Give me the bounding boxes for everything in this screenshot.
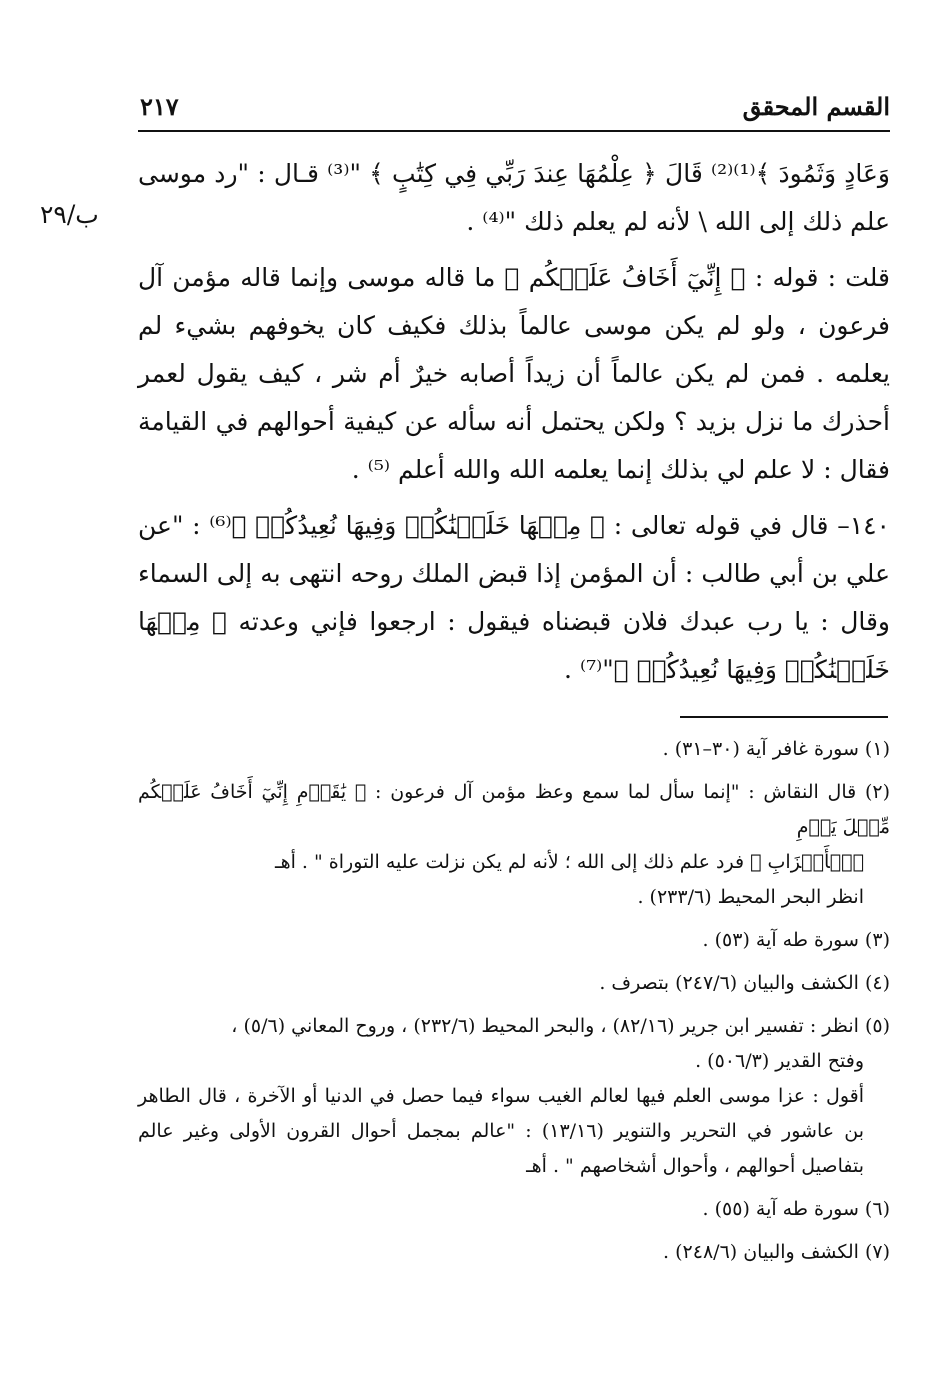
main-text xyxy=(138,150,890,694)
footnote-text: أقول : عزا موسى العلم فيها لعالم الغيب سواء فيما حصل في الدنيا أو الآخرة ، قال الطاهر بن عاشور في التحرير والتنوير (١٣/١٦) : "عالم بمجمل أحوال القرون الأولى وغير عالم بتفاصيل أحوالهم ، وأحوال أشخاصهم " . أهـ xyxy=(138,1085,864,1177)
footnote-text: (٧) الكشف والبيان (٢٤٨/٦) . xyxy=(663,1241,890,1263)
footnote-6 xyxy=(138,1192,890,1227)
header-rule xyxy=(138,130,890,132)
footnote-5 xyxy=(138,1009,890,1184)
footnote-separator xyxy=(680,716,888,718)
footnote-text: وفتح القدير (٥٠٦/٣) . xyxy=(695,1050,864,1072)
footnote-4 xyxy=(138,966,890,1001)
footnotes xyxy=(138,732,890,1278)
footnote-text: (٢) قال النقاش : "إنما سأل لما سمع وعظ مؤمن آل فرعون : ﴿ يَٰقَوۡمِ إِنِّيٓ أَخَافُ عَلَيۡكُم مِّثۡلَ يَوۡمِ xyxy=(138,781,890,838)
footnote-text: (١) سورة غافر آية (٣٠–٣١) . xyxy=(662,738,890,760)
footnote-2 xyxy=(138,775,890,915)
footnote-text: ٱلۡأَحۡزَابِ ﴾ فرد علم ذلك إلى الله ؛ لأنه لم يكن نزلت عليه التوراة " . أهـ xyxy=(275,851,864,873)
footnote-1 xyxy=(138,732,890,767)
footnote-text: (٦) سورة طه آية (٥٥) . xyxy=(702,1198,890,1220)
footnote-7 xyxy=(138,1235,890,1270)
manuscript-folio-marker: ب/٢٩ xyxy=(40,200,99,229)
page-header xyxy=(138,92,890,130)
paragraph-3: ١٤٠– قال في قوله تعالى : ﴿ مِنۡهَا خَلَقۡنَٰكُمۡ وَفِيهَا نُعِيدُكُمۡ ﴾⁽⁶⁾ : "عن علي بن أبي طالب : أن المؤمن إذا قبض الملك روحه انتهى به إلى السماء وقال : يا رب عبدك فلان قبضناه فيقول : ارجعوا فإني وعدته ﴿ مِنۡهَا خَلَقۡنَٰكُمۡ وَفِيهَا نُعِيدُكُمۡ ﴾"⁽⁷⁾ . xyxy=(138,511,890,684)
section-title: القسم المحقق xyxy=(742,92,890,121)
footnote-text: انظر البحر المحيط (٢٣٣/٦) . xyxy=(637,886,864,908)
paragraph-1: وَعَادٍ وَثَمُودَ ﴾⁽¹⁾⁽²⁾ قَالَ ﴿ عِلْمُهَا عِندَ رَبِّي فِي كِتَٰبٍ ﴾ "⁽³⁾ قـال : "رد موسى علم ذلك إلى الله \ لأنه لم يعلم ذلك "⁽⁴⁾ . xyxy=(138,159,890,236)
page-number: ٢١٧ xyxy=(140,92,179,121)
paragraph-2: قلت : قوله : ﴿ إِنِّيٓ أَخَافُ عَلَيۡكُم ﴾ ما قاله موسى وإنما قاله مؤمن آل فرعون ، ولو لم يكن موسى عالماً بذلك فكيف كان يخوفهم بشيء لم يعلمه . فمن لم يكن عالماً أن زيداً أصابه خيرٌ أم شر ، كيف يقول لعمر أحذرك ما نزل بزيد ؟ ولكن يحتمل أنه سأله عن كيفية أحوالهم في القيامة فقال : لا علم لي بذلك إنما يعلمه الله والله أعلم ⁽⁵⁾ . xyxy=(138,263,890,484)
footnote-3 xyxy=(138,923,890,958)
footnote-text: (٥) انظر : تفسير ابن جرير (٨٢/١٦) ، والبحر المحيط (٢٣٢/٦) ، وروح المعاني (٥/٦) ، xyxy=(231,1015,890,1037)
footnote-text: (٣) سورة طه آية (٥٣) . xyxy=(702,929,890,951)
footnote-text: (٤) الكشف والبيان (٢٤٧/٦) بتصرف . xyxy=(599,972,890,994)
